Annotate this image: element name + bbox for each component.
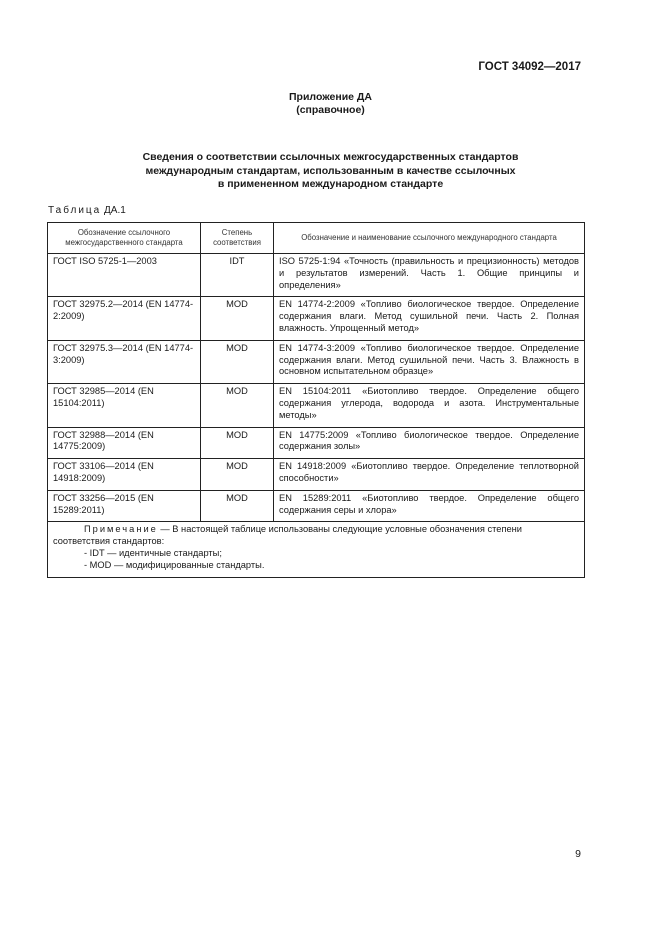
note-paragraph — [53, 524, 579, 548]
page-number: 9 — [575, 848, 581, 860]
section-heading — [0, 151, 661, 192]
national-standard-cell: ГОСТ 33256—2015 (EN 15289:2011) — [48, 490, 201, 522]
note-item-mod: - MOD — модифицированные стандарты. — [84, 559, 265, 570]
degree-cell: MOD — [201, 427, 274, 459]
annex-title: Приложение ДА — [289, 91, 372, 103]
national-standard-cell: ГОСТ 32988—2014 (EN 14775:2009) — [48, 427, 201, 459]
table-row — [48, 459, 585, 491]
note-text: — В настоящей таблице использованы следующие условные обозначения степени соответствия стандартов: — [53, 524, 522, 547]
international-standard-cell: EN 14774-2:2009 «Топливо биологическое твердое. Определение содержания влаги. Метод сушильной печи. Часть 2. Полная влажность. Упрощенный метод» — [274, 297, 585, 340]
degree-cell: MOD — [201, 490, 274, 522]
degree-cell: MOD — [201, 384, 274, 427]
column-header-national: Обозначение ссылочного межгосударственного стандарта — [48, 223, 201, 254]
national-standard-cell: ГОСТ 33106—2014 (EN 14918:2009) — [48, 459, 201, 491]
column-header-international: Обозначение и наименование ссылочного международного стандарта — [274, 223, 585, 254]
international-standard-cell: EN 14774-3:2009 «Топливо биологическое твердое. Определение содержания влаги. Метод сушильной печи. Часть 3. Влажность в основном испытательном образце» — [274, 340, 585, 383]
table-row — [48, 340, 585, 383]
table-caption-number: ДА.1 — [104, 205, 126, 216]
table-caption — [48, 205, 126, 216]
table-row — [48, 427, 585, 459]
table-row — [48, 384, 585, 427]
degree-cell: IDT — [201, 254, 274, 297]
table-row — [48, 254, 585, 297]
international-standard-cell: ISO 5725-1:94 «Точность (правильность и прецизионность) методов и результатов измерений. Часть 1. Общие принципы и определения» — [274, 254, 585, 297]
annex-subtitle: (справочное) — [296, 104, 365, 116]
table-caption-word: Таблица — [48, 205, 102, 216]
table-row — [48, 297, 585, 340]
standards-table — [47, 222, 585, 578]
table-note-row — [48, 522, 585, 577]
degree-cell: MOD — [201, 340, 274, 383]
table-header-row — [48, 223, 585, 254]
note-label: Примечание — [84, 524, 158, 535]
national-standard-cell: ГОСТ ISO 5725-1—2003 — [48, 254, 201, 297]
table-note — [48, 522, 585, 577]
annex-title-block — [0, 91, 661, 117]
international-standard-cell: EN 14918:2009 «Биотопливо твердое. Определение теплотворной способности» — [274, 459, 585, 491]
national-standard-cell: ГОСТ 32975.3—2014 (EN 14774-3:2009) — [48, 340, 201, 383]
international-standard-cell: EN 15104:2011 «Биотопливо твердое. Определение общего содержания углерода, водорода и азота. Инструментальные методы» — [274, 384, 585, 427]
degree-cell: MOD — [201, 459, 274, 491]
degree-cell: MOD — [201, 297, 274, 340]
national-standard-cell: ГОСТ 32975.2—2014 (EN 14774-2:2009) — [48, 297, 201, 340]
table-row — [48, 490, 585, 522]
heading-line-1: Сведения о соответствии ссылочных межгосударственных стандартов — [142, 151, 519, 163]
heading-line-2: международным стандартам, использованным в качестве ссылочных — [145, 164, 516, 177]
international-standard-cell: EN 15289:2011 «Биотопливо твердое. Определение общего содержания серы и хлора» — [274, 490, 585, 522]
column-header-degree: Степень соответствия — [201, 223, 274, 254]
document-code: ГОСТ 34092—2017 — [478, 61, 581, 73]
national-standard-cell: ГОСТ 32985—2014 (EN 15104:2011) — [48, 384, 201, 427]
note-item-idt: - IDT — идентичные стандарты; — [84, 547, 222, 558]
international-standard-cell: EN 14775:2009 «Топливо биологическое твердое. Определение содержания золы» — [274, 427, 585, 459]
heading-line-3: в примененном международном стандарте — [217, 178, 444, 190]
